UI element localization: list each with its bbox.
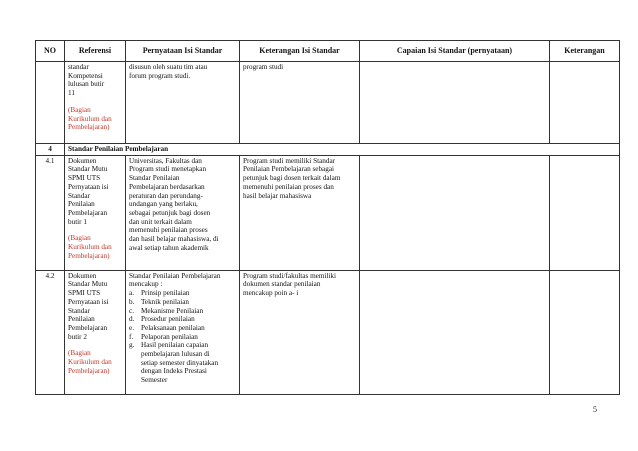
list-text: Pelaporan penilaian bbox=[141, 332, 198, 341]
list-marker bbox=[129, 367, 139, 376]
list-marker bbox=[129, 359, 139, 368]
list-text: setiap semester dinyatakan bbox=[141, 358, 219, 367]
cell-referensi: standar Kompetensi lulusan butir 11 (Bagian Kurikulum dan Pembelajaran) bbox=[65, 62, 126, 144]
cell-keterangan-isi: program studi bbox=[240, 62, 360, 144]
list-item bbox=[129, 333, 236, 342]
list-marker bbox=[129, 350, 139, 359]
assessment-criteria-list bbox=[129, 289, 236, 385]
cell-pernyataan: Standar Penilaian Pembelajaran mencakup : a. Prinsip penilaian b. Teknik penilaian c. Mekanisme Penilaian d. Prosedur penilaian e. Pelaksanaan penilaian f. Pelaporan penilaian g. Hasil penilaian capaian pembelajaran lulusan di setiap semester dinyatakan dengan Indeks Prestasi Semester bbox=[126, 270, 240, 394]
list-text: Semester bbox=[141, 376, 168, 385]
list-item bbox=[129, 324, 236, 333]
list-marker: f. bbox=[129, 332, 134, 341]
list-text: Teknik penilaian bbox=[141, 297, 189, 306]
list-marker: c. bbox=[129, 306, 134, 315]
header-pernyataan: Pernyataan Isi Standar bbox=[126, 41, 240, 62]
cell-keterangan-isi: Program studi/fakultas memiliki dokumen standar penilaian mencakup poin a- i bbox=[240, 270, 360, 394]
section-number: 4 bbox=[36, 144, 65, 156]
list-item bbox=[129, 376, 236, 385]
list-item bbox=[129, 367, 236, 376]
cell-keterangan bbox=[550, 155, 620, 270]
header-referensi: Referensi bbox=[65, 41, 126, 62]
cell-keterangan bbox=[550, 62, 620, 144]
cell-capaian bbox=[360, 155, 550, 270]
header-capaian: Capaian Isi Standar (pernyataan) bbox=[360, 41, 550, 62]
header-keterangan-isi: Keterangan Isi Standar bbox=[240, 41, 360, 62]
standards-table bbox=[35, 40, 620, 395]
cell-capaian bbox=[360, 270, 550, 394]
list-item bbox=[129, 307, 236, 316]
cell-pernyataan: disusun oleh suatu tim atau forum program studi. bbox=[126, 62, 240, 144]
list-text: Pelaksanaan penilaian bbox=[141, 323, 205, 332]
page-number: 5 bbox=[593, 405, 597, 414]
cell-capaian bbox=[360, 62, 550, 144]
list-item bbox=[129, 298, 236, 307]
row-4-2 bbox=[36, 270, 620, 394]
list-marker: e. bbox=[129, 323, 134, 332]
list-item bbox=[129, 359, 236, 368]
list-text: dengan Indeks Prestasi bbox=[141, 367, 207, 376]
continuation-row bbox=[36, 62, 620, 144]
cell-keterangan-isi: Program studi memiliki Standar Penilaian Pembelajaran sebagai petunjuk bagi dosen terkait dalam memenuhi penilaian proses dan hasil belajar mahasiswa bbox=[240, 155, 360, 270]
list-marker: a. bbox=[129, 289, 134, 298]
header-keterangan: Keterangan bbox=[550, 41, 620, 62]
section-title: Standar Penilaian Pembelajaran bbox=[65, 144, 620, 156]
list-text: Mekanisme Penilaian bbox=[141, 306, 204, 315]
cell-no bbox=[36, 62, 65, 144]
list-item bbox=[129, 315, 236, 324]
cell-keterangan bbox=[550, 270, 620, 394]
row-number: 4.1 bbox=[36, 155, 65, 270]
list-marker: g. bbox=[129, 341, 135, 350]
list-item bbox=[129, 341, 236, 350]
list-item bbox=[129, 289, 236, 298]
header-no: NO bbox=[36, 41, 65, 62]
cell-referensi: Dokumen Standar Mutu SPMI UTS Pernyataan isi Standar Penilaian Pembelajaran butir 2 (Bagian Kurikulum dan Pembelajaran) bbox=[65, 270, 126, 394]
section-row bbox=[36, 144, 620, 156]
list-marker bbox=[129, 376, 139, 385]
list-marker: b. bbox=[129, 297, 135, 306]
row-4-1 bbox=[36, 155, 620, 270]
list-marker: d. bbox=[129, 315, 135, 324]
header-row bbox=[36, 41, 620, 62]
list-text: Hasil penilaian capaian bbox=[141, 341, 209, 350]
row-number: 4.2 bbox=[36, 270, 65, 394]
list-text: Prinsip penilaian bbox=[141, 289, 190, 298]
cell-pernyataan: Universitas, Fakultas dan Program studi menetapkan Standar Penilaian Pembelajaran berdasarkan peraturan dan perundang- undangan yang berlaku, sebagai petunjuk bagi dosen dan unit terkait dalam memenuhi penilaian proses dan hasil belajar mahasiswa, di awal setiap tahun akademik bbox=[126, 155, 240, 270]
cell-referensi: Dokumen Standar Mutu SPMI UTS Pernyataan isi Standar Penilaian Pembelajaran butir 1 (Bagian Kurikulum dan Pembelajaran) bbox=[65, 155, 126, 270]
list-item bbox=[129, 350, 236, 359]
list-text: pembelajaran lulusan di bbox=[141, 350, 210, 359]
list-text: Prosedur penilaian bbox=[141, 315, 195, 324]
